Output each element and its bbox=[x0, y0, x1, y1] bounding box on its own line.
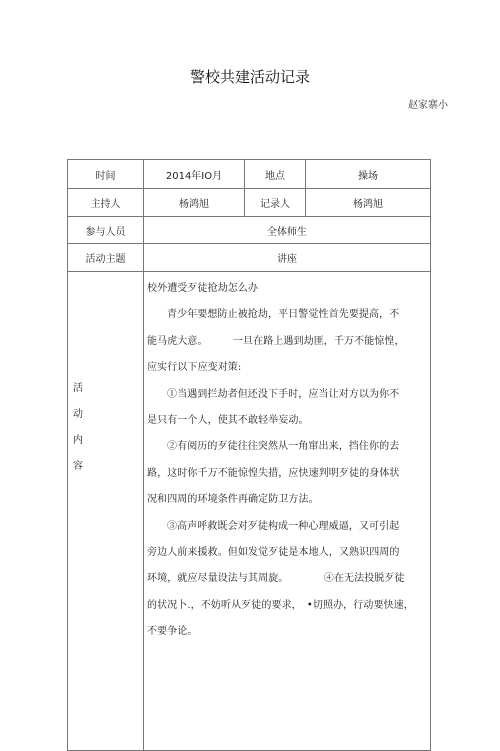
content-line: 旁边人前来援救。但如发觉歹徒是本地人，又熟识四周的 bbox=[147, 547, 400, 559]
content-line: 路，这时你千万不能惊惶失措，应快速判明歹徒的身体状 bbox=[147, 467, 400, 479]
recorder-label: 记录人 bbox=[245, 189, 306, 217]
table-row bbox=[68, 272, 431, 751]
place-label: 地点 bbox=[245, 160, 306, 189]
page-title: 警校共建活动记录 bbox=[189, 68, 310, 86]
table-row bbox=[68, 189, 431, 217]
content-line: 青少年要想防止被抢劫，平日警觉性首先要提高，不 bbox=[167, 309, 400, 321]
content-label-char: 活 bbox=[73, 383, 83, 394]
content-label-char: 内 bbox=[73, 435, 83, 446]
content-line: 应实行以下应变对策: bbox=[147, 362, 242, 374]
content-line: 环境，就应尽量设法与其周旋。 ④在无法投脱歹徒 bbox=[147, 573, 405, 585]
content-body bbox=[144, 272, 431, 751]
time-label: 时间 bbox=[68, 160, 144, 189]
theme-value: 讲座 bbox=[144, 244, 431, 272]
participants-label: 参与人员 bbox=[68, 217, 144, 244]
activity-record-table bbox=[67, 159, 431, 751]
content-label-char: 容 bbox=[73, 461, 83, 472]
content-line: 的状况卜.，不妨听从歹徒的要求， •切照办，行动要快速， bbox=[147, 599, 414, 611]
content-label bbox=[68, 272, 144, 751]
content-line: 不要争论。 bbox=[147, 626, 198, 638]
recorder-value: 杨鸿旭 bbox=[306, 189, 431, 217]
school-name: 赵家寨小 bbox=[408, 100, 448, 111]
table-row bbox=[68, 217, 431, 244]
content-label-char: 动 bbox=[73, 409, 83, 420]
host-value: 杨鸿旭 bbox=[144, 189, 245, 217]
content-line: ①当遇到拦劫者但还没下手时，应当让对方以为你不 bbox=[167, 388, 400, 400]
theme-label: 活动主题 bbox=[68, 244, 144, 272]
content-heading: 校外遭受歹徒抢劫怎么办 bbox=[147, 283, 259, 294]
content-line: ③高声呼救既会对歹徒构成一种心理威逼，又可引起 bbox=[167, 520, 400, 532]
participants-value: 全体师生 bbox=[144, 217, 431, 244]
table-row bbox=[68, 244, 431, 272]
time-value: 2014年IO月 bbox=[144, 160, 245, 189]
content-line: 是只有一个人，使其不敢轻举妄动。 bbox=[147, 415, 309, 427]
host-label: 主持人 bbox=[68, 189, 144, 217]
place-value: 操场 bbox=[306, 160, 431, 189]
content-line: 况和四周的环境条件再确定防卫方法。 bbox=[147, 494, 319, 506]
content-line: 能马虎大意。 一旦在路上遇到劫匪，千万不能惊惶， bbox=[147, 335, 405, 347]
table-row bbox=[68, 160, 431, 189]
content-line: ②有阅历的歹徒往往突然从一角窜出来，挡住你的去 bbox=[167, 441, 400, 453]
